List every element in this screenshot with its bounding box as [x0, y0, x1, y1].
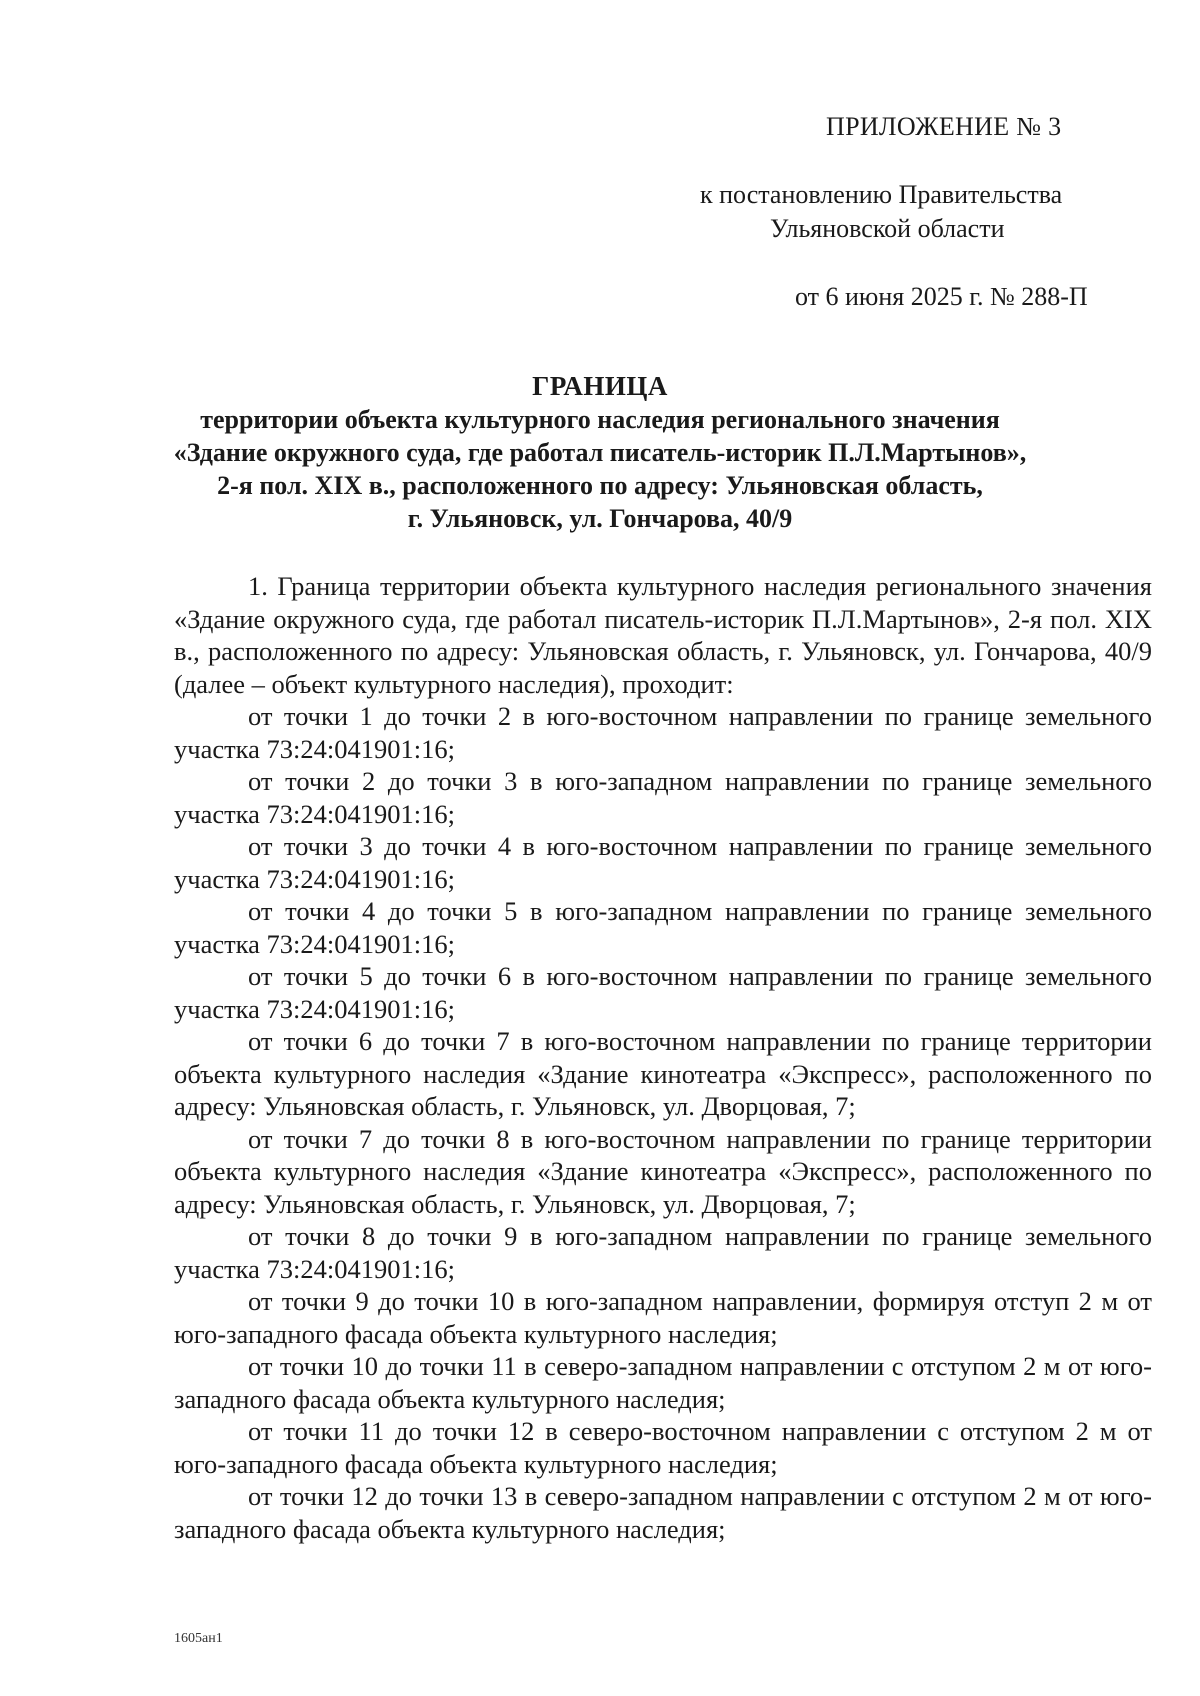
- title-main: ГРАНИЦА: [532, 371, 668, 401]
- title-line-4: г. Ульяновск, ул. Гончарова, 40/9: [407, 504, 793, 533]
- paragraph-segment-12-13: от точки 12 до точки 13 в северо-западном направлении с отступом 2 м от юго-западного фасада объекта культурного наследия;: [174, 1481, 1152, 1544]
- decree-reference-line1: к постановлению Правительства: [700, 180, 1063, 209]
- annex-number: ПРИЛОЖЕНИЕ № 3: [826, 112, 1062, 141]
- paragraph-intro: 1. Граница территории объекта культурного наследия регионального значения «Здание окружного суда, где работал писатель-историк П.Л.Мартынов», 2-я пол. XIX в., расположенного по адресу: Ульяновская область, г. Ульяновск, ул. Гончарова, 40/9 (далее – объект культурного наследия), проходит:: [174, 571, 1152, 699]
- decree-reference: [700, 178, 1160, 246]
- paragraph-segment-3-4: от точки 3 до точки 4 в юго-восточном направлении по границе земельного участка 73:24:041901:16;: [174, 831, 1152, 894]
- title-line-2: «Здание окружного суда, где работал писатель-историк П.Л.Мартынов»,: [173, 438, 1027, 467]
- paragraph-segment-5-6: от точки 5 до точки 6 в юго-восточном направлении по границе земельного участка 73:24:041901:16;: [174, 961, 1152, 1024]
- document-body: [174, 570, 1152, 1545]
- title-line-3: 2-я пол. XIX в., расположенного по адресу: Ульяновская область,: [217, 471, 983, 500]
- paragraph-segment-7-8: от точки 7 до точки 8 в юго-восточном направлении по границе территории объекта культурного наследия «Здание кинотеатра «Экспресс», расположенного по адресу: Ульяновская область, г. Ульяновск, ул. Дворцовая, 7;: [174, 1123, 1152, 1219]
- paragraph-segment-1-2: от точки 1 до точки 2 в юго-восточном направлении по границе земельного участка 73:24:041901:16;: [174, 701, 1152, 764]
- footer-document-code: 1605ан1: [174, 1631, 223, 1646]
- paragraph-segment-11-12: от точки 11 до точки 12 в северо-восточном направлении с отступом 2 м от юго-западного фасада объекта культурного наследия;: [174, 1416, 1152, 1479]
- paragraph-segment-2-3: от точки 2 до точки 3 в юго-западном направлении по границе земельного участка 73:24:041901:16;: [174, 766, 1152, 829]
- paragraph-segment-6-7: от точки 6 до точки 7 в юго-восточном направлении по границе территории объекта культурного наследия «Здание кинотеатра «Экспресс», расположенного по адресу: Ульяновская область, г. Ульяновск, ул. Дворцовая, 7;: [174, 1026, 1152, 1121]
- decree-reference-line2: Ульяновской области: [770, 214, 1005, 243]
- paragraph-segment-4-5: от точки 4 до точки 5 в юго-западном направлении по границе земельного участка 73:24:041901:16;: [174, 896, 1152, 959]
- paragraph-segment-10-11: от точки 10 до точки 11 в северо-западном направлении с отступом 2 м от юго-западного фасада объекта культурного наследия;: [174, 1351, 1152, 1414]
- title-line-1: территории объекта культурного наследия регионального значения: [200, 405, 1000, 434]
- document-title: [120, 370, 1080, 535]
- paragraph-segment-8-9: от точки 8 до точки 9 в юго-западном направлении по границе земельного участка 73:24:041901:16;: [174, 1221, 1152, 1284]
- paragraph-segment-9-10: от точки 9 до точки 10 в юго-западном направлении, формируя отступ 2 м от юго-западного фасада объекта культурного наследия;: [174, 1286, 1152, 1349]
- decree-date: от 6 июня 2025 г. № 288-П: [795, 282, 1088, 311]
